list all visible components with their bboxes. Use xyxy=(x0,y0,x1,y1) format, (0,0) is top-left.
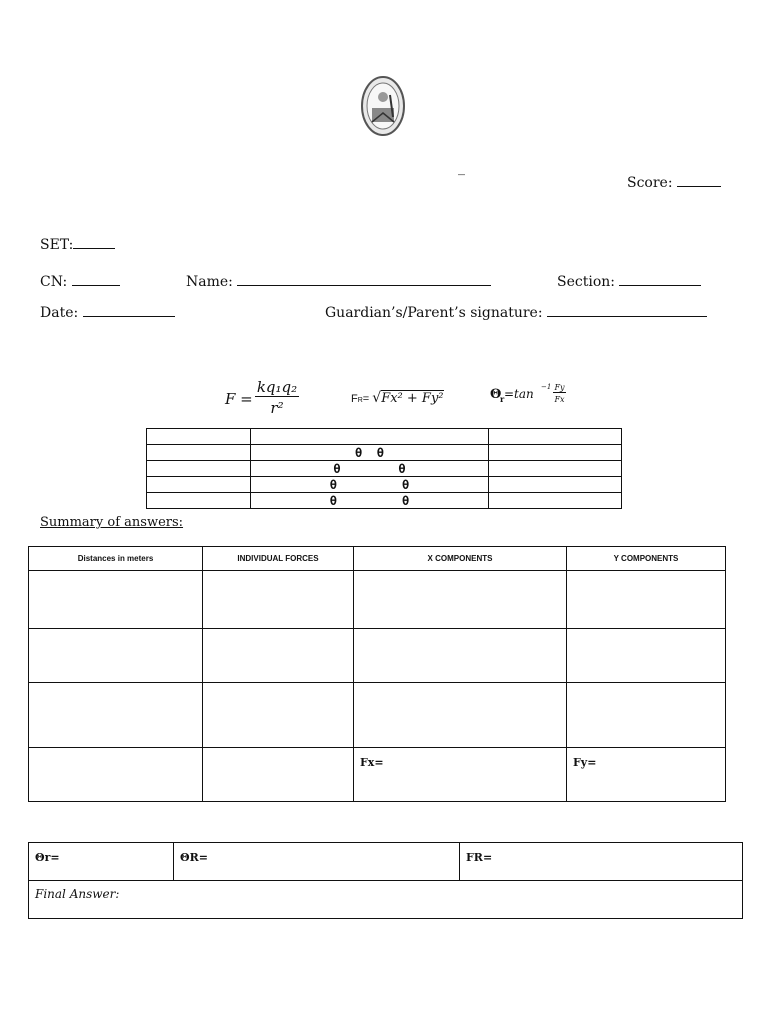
score-field[interactable] xyxy=(627,174,721,191)
table-row xyxy=(29,571,726,629)
given-cell[interactable] xyxy=(489,445,622,461)
answer-cell[interactable] xyxy=(203,629,354,683)
answer-cell[interactable] xyxy=(567,629,726,683)
name-field[interactable] xyxy=(186,273,491,290)
given-cell[interactable]: θ θ xyxy=(251,493,489,509)
coulomb-lhs: F = xyxy=(225,390,253,408)
summary-table xyxy=(28,546,726,802)
date-label: Date: xyxy=(40,305,83,321)
given-cell[interactable] xyxy=(147,477,251,493)
date-field[interactable] xyxy=(40,304,175,321)
given-cell[interactable]: θ θ xyxy=(251,477,489,493)
table-header-row xyxy=(29,547,726,571)
summary-title: Summary of answers: xyxy=(40,515,184,530)
given-cell[interactable] xyxy=(489,429,622,445)
answer-cell[interactable] xyxy=(29,748,203,802)
fy-label: Fy= xyxy=(573,756,597,769)
answer-cell[interactable] xyxy=(29,683,203,748)
cn-label: CN: xyxy=(40,274,72,290)
name-label: Name: xyxy=(186,274,238,290)
final-answer-label: Final Answer: xyxy=(35,887,120,901)
header-distances: Distances in meters xyxy=(29,547,203,571)
fr-radicand: Fx² + Fy² xyxy=(381,391,444,406)
fr-cell[interactable] xyxy=(460,843,743,881)
given-cell[interactable] xyxy=(489,477,622,493)
given-cell[interactable] xyxy=(147,445,251,461)
resultant-formula xyxy=(351,387,444,406)
answer-cell[interactable] xyxy=(203,571,354,629)
theta-r-cell[interactable] xyxy=(29,843,174,881)
answer-cell[interactable] xyxy=(203,748,354,802)
answer-cell[interactable] xyxy=(203,683,354,748)
table-row xyxy=(29,748,726,802)
sqrt-icon: √ xyxy=(372,390,382,406)
answer-cell[interactable] xyxy=(567,683,726,748)
table-row xyxy=(147,429,622,445)
fr-symbol: F xyxy=(351,393,358,405)
header-individual-forces: INDIVIDUAL FORCES xyxy=(203,547,354,571)
answer-cell[interactable] xyxy=(354,629,567,683)
fx-cell[interactable] xyxy=(354,748,567,802)
given-cell[interactable]: θ θ xyxy=(251,445,489,461)
theta-subscript: r xyxy=(500,394,505,404)
fx-label: Fx= xyxy=(360,756,384,769)
theta-R-label: ΘR= xyxy=(180,851,208,864)
given-cell[interactable] xyxy=(147,493,251,509)
table-row xyxy=(147,493,622,509)
tan-superscript: −1 xyxy=(541,383,552,391)
section-blank[interactable] xyxy=(619,273,701,286)
theta-r-label: Θr= xyxy=(35,851,60,864)
score-blank[interactable] xyxy=(677,174,721,187)
signature-field[interactable] xyxy=(325,304,707,321)
table-row xyxy=(29,683,726,748)
header-x-components: X COMPONENTS xyxy=(354,547,567,571)
table-row xyxy=(147,461,622,477)
table-row xyxy=(29,629,726,683)
table-row xyxy=(29,843,743,881)
given-data-table xyxy=(146,428,622,509)
answer-cell[interactable] xyxy=(354,571,567,629)
set-label: SET: xyxy=(40,237,74,253)
score-label: Score: xyxy=(627,175,678,191)
coulomb-numerator: kq₁q₂ xyxy=(256,378,298,396)
coulomb-denominator: r² xyxy=(270,399,284,417)
header-dash: _ xyxy=(458,160,465,176)
fr-label: FR= xyxy=(466,851,493,864)
cn-field[interactable] xyxy=(40,273,120,290)
angle-denominator: Fx xyxy=(554,395,565,404)
set-field[interactable] xyxy=(40,236,115,253)
final-answer-table xyxy=(28,842,743,919)
angle-numerator: Fy xyxy=(554,383,565,392)
header-y-components: Y COMPONENTS xyxy=(567,547,726,571)
name-blank[interactable] xyxy=(237,273,491,286)
given-cell[interactable] xyxy=(489,461,622,477)
given-cell[interactable] xyxy=(147,429,251,445)
fr-equals: = xyxy=(362,393,373,405)
school-seal-logo xyxy=(360,75,406,137)
signature-blank[interactable] xyxy=(547,304,707,317)
date-blank[interactable] xyxy=(83,304,175,317)
answer-cell[interactable] xyxy=(29,571,203,629)
signature-label: Guardian’s/Parent’s signature: xyxy=(325,305,548,321)
table-row xyxy=(147,445,622,461)
fy-cell[interactable] xyxy=(567,748,726,802)
table-row xyxy=(29,881,743,919)
section-label: Section: xyxy=(557,274,620,290)
cn-blank[interactable] xyxy=(72,273,120,286)
answer-cell[interactable] xyxy=(29,629,203,683)
given-cell[interactable] xyxy=(251,429,489,445)
set-blank[interactable] xyxy=(73,236,115,249)
tan-text: =tan xyxy=(504,387,534,401)
final-answer-cell[interactable] xyxy=(29,881,743,919)
answer-cell[interactable] xyxy=(567,571,726,629)
theta-symbol: Θ xyxy=(490,387,502,402)
theta-R-cell[interactable] xyxy=(174,843,460,881)
section-field[interactable] xyxy=(557,273,701,290)
table-row xyxy=(147,477,622,493)
given-cell[interactable] xyxy=(489,493,622,509)
answer-cell[interactable] xyxy=(354,683,567,748)
given-cell[interactable]: θ θ xyxy=(251,461,489,477)
given-cell[interactable] xyxy=(147,461,251,477)
fr-subscript: R xyxy=(357,397,363,404)
